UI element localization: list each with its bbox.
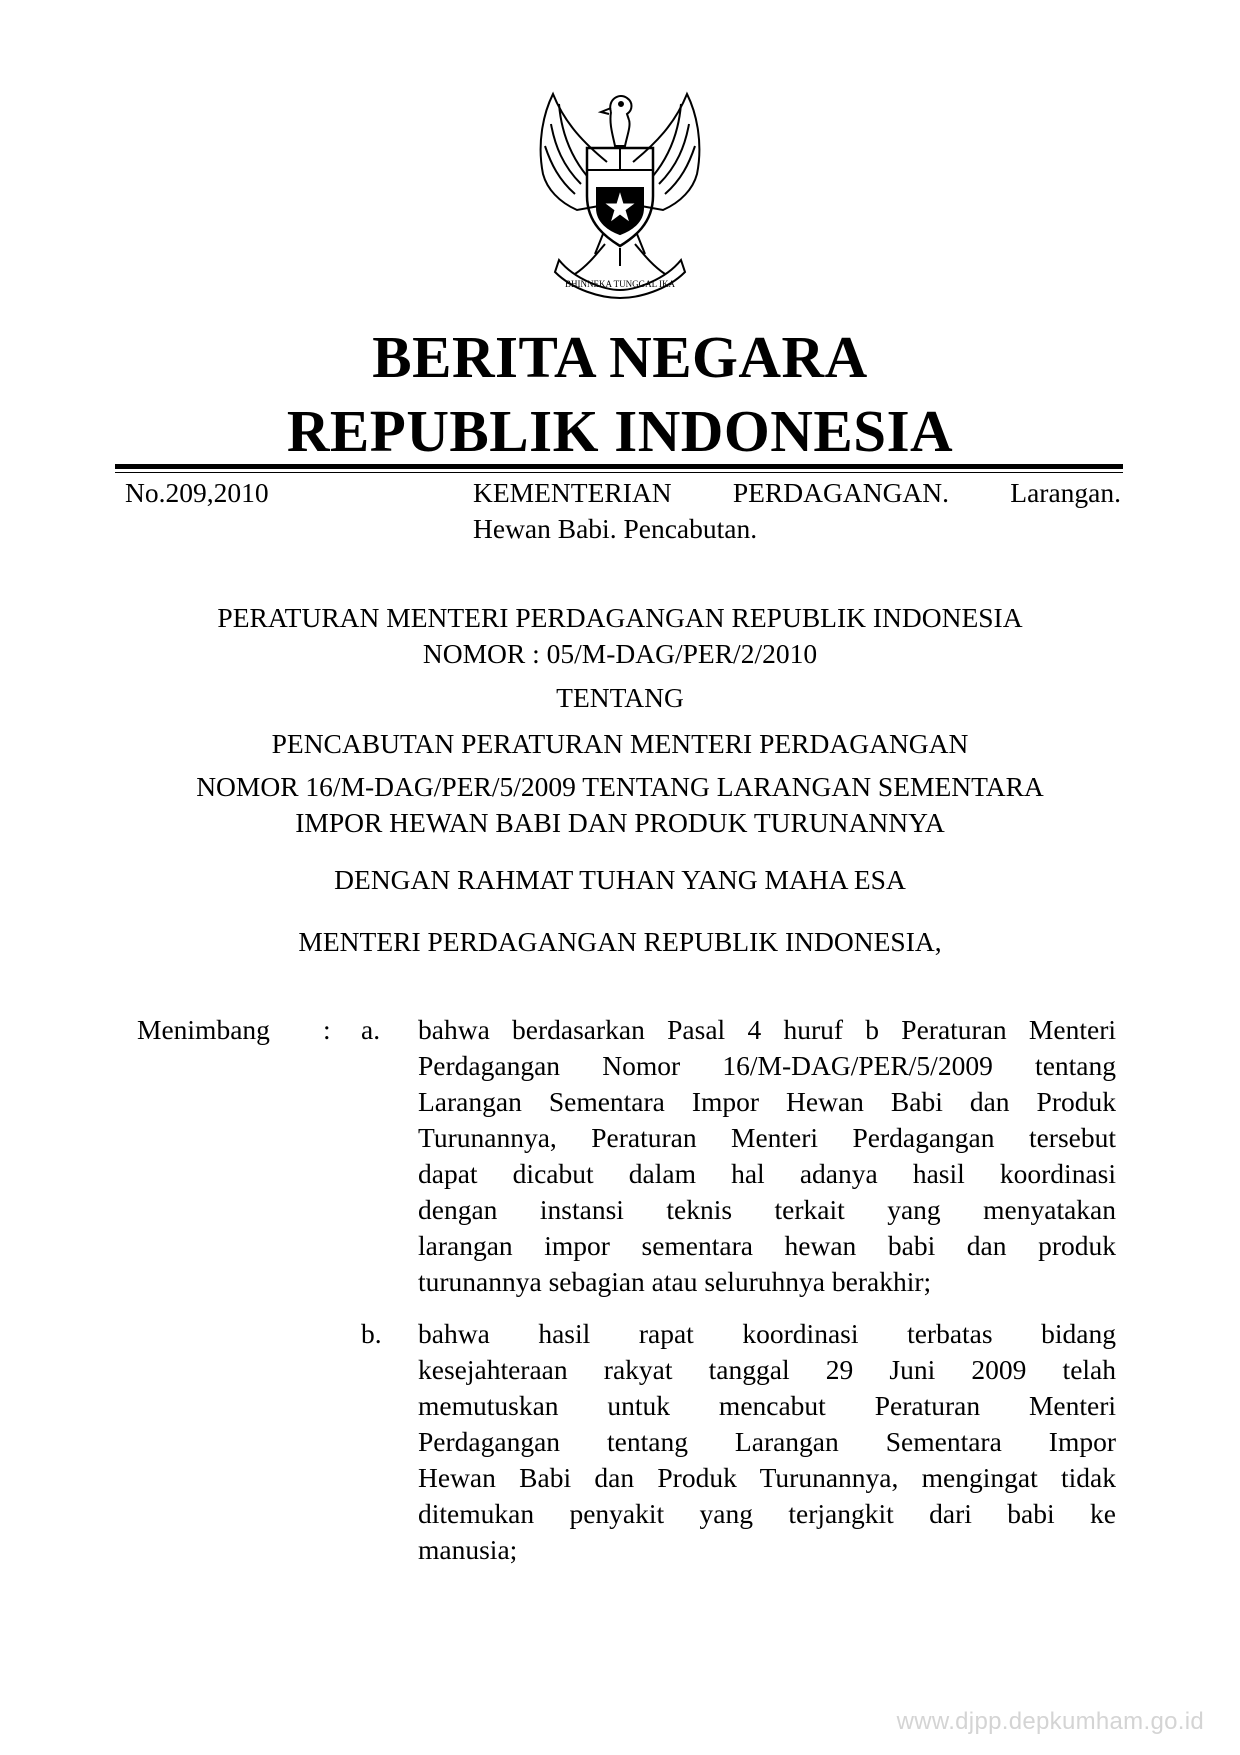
regulation-heading: PERATURAN MENTERI PERDAGANGAN REPUBLIK INDONESIA [217, 602, 1023, 633]
item-line: larangan impor sementara hewan babi dan produk [418, 1230, 1116, 1261]
item-line: turunannya sebagian atau seluruhnya berakhir; [418, 1266, 932, 1297]
item-line: bahwa hasil rapat koordinasi terbatas bidang [418, 1318, 1116, 1349]
header-rule-thin [115, 472, 1123, 473]
gazette-description-word: Larangan. [1010, 477, 1121, 508]
watermark-url: www.djpp.depkumham.go.id [896, 1708, 1204, 1735]
considering-item-letter: a. [361, 1014, 381, 1045]
gazette-description-word: PERDAGANGAN. [732, 477, 950, 508]
item-line: dengan instansi teknis terkait yang menyatakan [418, 1194, 1116, 1225]
item-line: Larangan Sementara Impor Hewan Babi dan Produk [418, 1086, 1116, 1117]
item-line: dapat dicabut dalam hal adanya hasil koordinasi [418, 1158, 1116, 1189]
considering-item-letter: b. [361, 1318, 382, 1349]
gazette-number: No.209,2010 [125, 477, 269, 508]
gazette-description [473, 475, 1121, 547]
item-line: Perdagangan tentang Larangan Sementara Impor [418, 1426, 1116, 1457]
considering-colon: : [323, 1014, 331, 1045]
minister-line: MENTERI PERDAGANGAN REPUBLIK INDONESIA, [298, 926, 942, 957]
emblem-motto: BHINNEKA TUNGGAL IKA [565, 279, 675, 289]
item-line: Hewan Babi dan Produk Turunannya, mengingat tidak [418, 1462, 1116, 1493]
item-line: Turunannya, Peraturan Menteri Perdagangan tersebut [418, 1122, 1116, 1153]
blessing-line: DENGAN RAHMAT TUHAN YANG MAHA ESA [334, 864, 906, 895]
gazette-description-line2: Hewan Babi. Pencabutan. [473, 513, 758, 544]
regulation-tentang: TENTANG [556, 682, 684, 713]
item-line: kesejahteraan rakyat tanggal 29 Juni 2009 telah [418, 1354, 1116, 1385]
regulation-subject-line: NOMOR 16/M-DAG/PER/5/2009 TENTANG LARANGAN SEMENTARA [196, 771, 1044, 802]
regulation-subject-line: IMPOR HEWAN BABI DAN PRODUK TURUNANNYA [295, 807, 945, 838]
regulation-number: NOMOR : 05/M-DAG/PER/2/2010 [422, 638, 818, 669]
garuda-pancasila-emblem [515, 84, 725, 300]
considering-label: Menimbang [137, 1014, 270, 1045]
gazette-description-word: KEMENTERIAN [473, 477, 672, 508]
item-line: ditemukan penyakit yang terjangkit dari babi ke [418, 1498, 1116, 1529]
masthead-subtitle: REPUBLIK INDONESIA [286, 398, 954, 464]
item-line: manusia; [418, 1534, 518, 1565]
item-line: bahwa berdasarkan Pasal 4 huruf b Peraturan Menteri [418, 1014, 1116, 1045]
item-line: Perdagangan Nomor 16/M-DAG/PER/5/2009 tentang [418, 1050, 1116, 1081]
item-line: memutuskan untuk mencabut Peraturan Menteri [418, 1390, 1116, 1421]
considering-item-a [418, 1012, 1116, 1300]
considering-item-b [418, 1316, 1116, 1568]
regulation-subject-line: PENCABUTAN PERATURAN MENTERI PERDAGANGAN [271, 728, 969, 759]
masthead-title: BERITA NEGARA [372, 324, 868, 390]
header-rule-thick [115, 464, 1123, 469]
